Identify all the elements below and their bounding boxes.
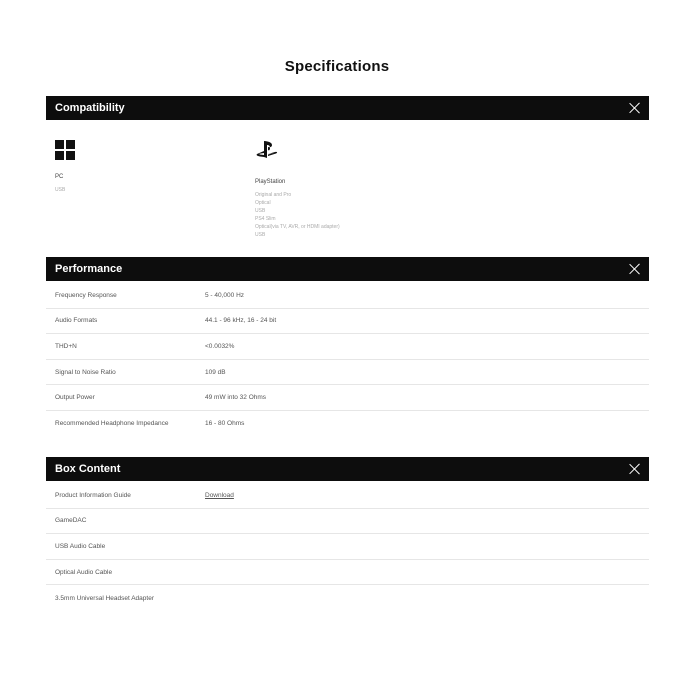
spec-key: Signal to Noise Ratio	[55, 368, 116, 376]
section-title: Compatibility	[55, 102, 125, 114]
compat-detail: Optical	[255, 200, 271, 206]
compat-item-playstation	[255, 140, 340, 239]
spec-value: 49 mW into 32 Ohms	[205, 394, 267, 402]
compat-details	[255, 191, 340, 239]
compat-detail: Optical(via TV, AVR, or HDMI adapter)	[255, 224, 340, 230]
spec-key: Recommended Headphone Impedance	[55, 420, 169, 428]
windows-icon	[55, 140, 75, 160]
spec-row	[46, 334, 649, 360]
spec-key: Output Power	[55, 394, 95, 402]
spec-value: 44.1 - 96 kHz, 16 - 24 bit	[205, 317, 277, 325]
section-title: Performance	[55, 263, 123, 275]
compat-detail: USB	[55, 187, 66, 193]
spec-key: Frequency Response	[55, 291, 117, 299]
page-title: Specifications	[284, 58, 390, 75]
box-item: Product Information Guide	[55, 491, 131, 499]
box-row	[46, 483, 649, 509]
performance-table	[46, 283, 649, 437]
section-header-compatibility[interactable]	[46, 96, 649, 120]
spec-row	[46, 411, 649, 437]
spec-key: Audio Formats	[55, 317, 98, 325]
compat-name: PC	[55, 174, 64, 180]
section-header-box-content[interactable]	[46, 457, 649, 481]
spec-key: THD+N	[55, 342, 77, 350]
download-link[interactable]: Download	[205, 491, 234, 499]
box-item: 3.5mm Universal Headset Adapter	[55, 594, 154, 602]
spec-value: 109 dB	[205, 368, 226, 376]
spec-value: <0.0032%	[205, 342, 235, 350]
section-header-performance[interactable]	[46, 257, 649, 281]
spec-row	[46, 385, 649, 411]
spec-value: 5 - 40,000 Hz	[205, 291, 245, 299]
spec-row	[46, 283, 649, 309]
compat-name: PlayStation	[255, 179, 286, 185]
box-row	[46, 509, 649, 535]
spec-row	[46, 360, 649, 386]
box-item: Optical Audio Cable	[55, 568, 113, 576]
close-icon[interactable]	[629, 463, 641, 475]
compat-detail: USB	[255, 208, 266, 214]
spec-row	[46, 309, 649, 335]
box-item: USB Audio Cable	[55, 542, 106, 550]
compat-detail: PS4 Slim	[255, 216, 276, 222]
compat-detail: Original and Pro	[255, 192, 292, 198]
close-icon[interactable]	[629, 102, 641, 114]
box-row	[46, 560, 649, 586]
close-icon[interactable]	[629, 263, 641, 275]
box-item: GameDAC	[55, 517, 87, 525]
compat-detail: USB	[255, 232, 266, 238]
box-content-table	[46, 483, 649, 611]
compat-item-pc	[55, 140, 75, 194]
compatibility-panel	[46, 140, 649, 250]
spec-value: 16 - 80 Ohms	[205, 420, 245, 428]
box-row	[46, 585, 649, 611]
playstation-icon	[255, 140, 279, 160]
box-row	[46, 534, 649, 560]
section-title: Box Content	[55, 463, 121, 475]
